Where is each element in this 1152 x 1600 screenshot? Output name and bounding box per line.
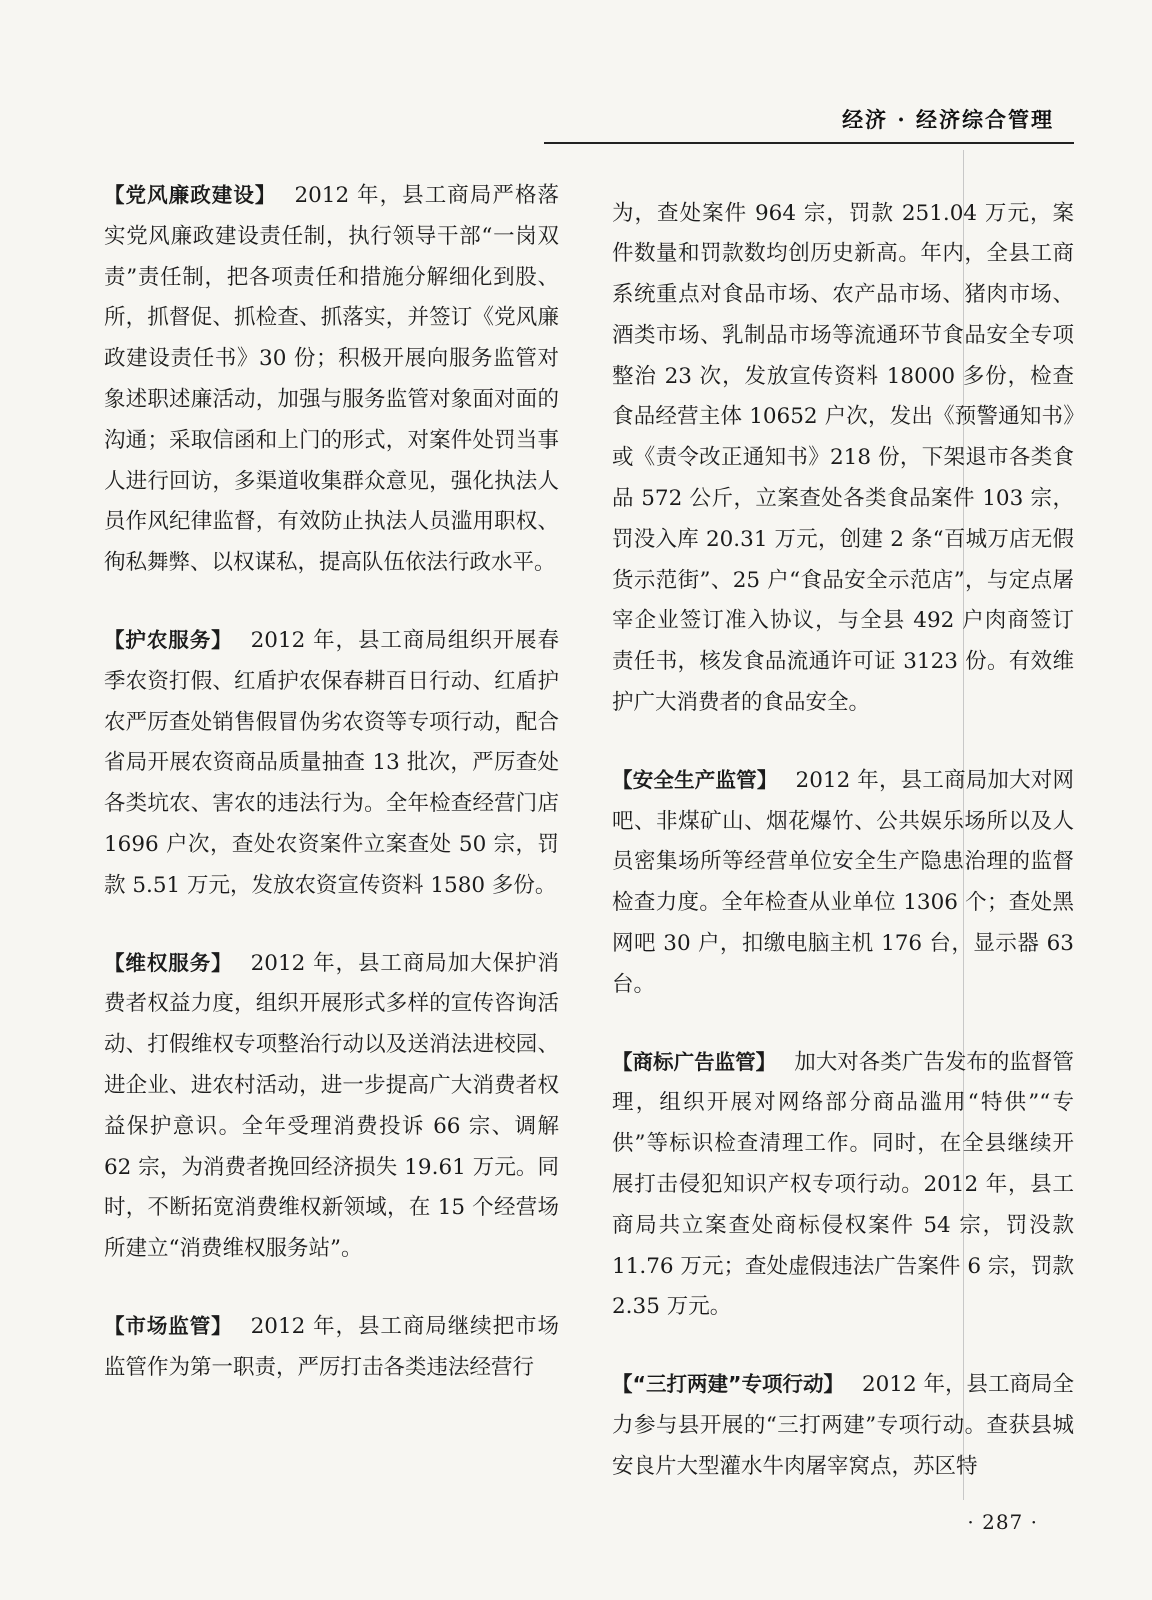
section-heading: 【商标广告监管】 — [612, 1049, 777, 1074]
section-shichang-continued — [612, 194, 1074, 724]
right-column — [612, 172, 1074, 1524]
section-paragraph — [104, 1306, 559, 1389]
section-heading: 【党风廉政建设】 — [104, 183, 277, 207]
header-rule — [544, 142, 1074, 144]
section-heading: 【护农服务】 — [104, 627, 233, 652]
section-paragraph — [612, 1364, 1074, 1487]
section-body: 2012 年，县工商局组织开展春季农资打假、红盾护农保春耕百日行动、红盾护农严厉查处销售假冒伪劣农资等专项行动，配合省局开展农资商品质量抽查 13 批次，严厉查处各类坑农、害农的违法行为。全年检查经营门店 1696 户次，查处农资案件立案查处 50 宗，罚款 5.51 万元，发放农资宣传资料 1580 多份。 — [104, 627, 559, 898]
section-body: 2012 年，县工商局全力参与县开展的“三打两建”专项行动。查获县城安良片大型灌水牛肉屠宰窝点，苏区特 — [612, 1372, 1075, 1479]
section-body-continued: 为，查处案件 964 宗，罚款 251.04 万元，案件数量和罚款数均创历史新高。年内，全县工商系统重点对食品市场、农产品市场、猪肉市场、酒类市场、乳制品市场等流通环节食品安全专项整治 23 次，发放宣传资料 18000 多份，检查食品经营主体 10652 户次，发出《预警通知书》或《责令改正通知书》218 份，下架退市各类食品 572 公斤，立案查处各类食品案件 103 宗，罚没入库 20.31 万元，创建 2 条“百城万店无假货示范街”、25 户“食品安全示范店”，与定点屠宰企业签订准入协议，与全县 492 户肉商签订责任书，核发食品流通许可证 3123 份。有效维护广大消费者的食品安全。 — [612, 200, 1074, 716]
section-paragraph — [612, 760, 1074, 1006]
section-heading: 【维权服务】 — [104, 950, 233, 975]
section-body: 2012 年，县工商局继续把市场监管作为第一职责，严厉打击各类违法经营行 — [104, 1313, 559, 1380]
section-shangbiao — [612, 1042, 1074, 1329]
section-heading: 【“三打两建”专项行动】 — [612, 1372, 844, 1397]
section-paragraph — [104, 620, 559, 907]
running-header-title: 经济 · 经济综合管理 — [842, 107, 1054, 132]
section-shichang — [104, 1306, 559, 1389]
section-body: 2012 年，县工商局严格落实党风廉政建设责任制，执行领导干部“一岗双责”责任制，把各项责任和措施分解细化到股、所，抓督促、抓检查、抓落实，并签订《党风廉政建设责任书》30 份；积极开展向服务监管对象述职述廉活动，加强与服务监管对象面对面的沟通；采取信函和上门的形式，对案件处罚当事人进行回访，多渠道收集群众意见，强化执法人员作风纪律监督，有效防止执法人员滥用职权、徇私舞弊、以权谋私，提高队伍依法行政水平。 — [104, 183, 560, 576]
left-column — [104, 175, 559, 1425]
section-dangfeng — [104, 175, 559, 584]
section-anquan — [612, 760, 1074, 1006]
section-body: 2012 年，县工商局加大对网吧、非煤矿山、烟花爆竹、公共娱乐场所以及人员密集场所等经营单位安全生产隐患治理的监督检查力度。全年检查从业单位 1306 个；查处黑网吧 30 户，扣缴电脑主机 176 台，显示器 63 台。 — [612, 767, 1074, 997]
section-weiquan — [104, 943, 559, 1270]
section-heading: 【安全生产监管】 — [612, 767, 778, 792]
section-paragraph — [104, 175, 559, 584]
section-heading: 【市场监管】 — [104, 1313, 233, 1338]
section-sanda — [612, 1364, 1074, 1487]
page-number: · 287 · — [967, 1510, 1038, 1534]
section-paragraph — [104, 943, 559, 1270]
section-body: 2012 年，县工商局加大保护消费者权益力度，组织开展形式多样的宣传咨询活动、打假维权专项整治行动以及送消法进校园、进企业、进农村活动，进一步提高广大消费者权益保护意识。全年受理消费投诉 66 宗、调解 62 宗，为消费者挽回经济损失 19.61 万元。同时，不断拓宽消费维权新领域，在 15 个经营场所建立“消费维权服务站”。 — [104, 950, 559, 1262]
section-body: 加大对各类广告发布的监督管理，组织开展对网络部分商品滥用“特供”“专供”等标识检查清理工作。同时，在全县继续开展打击侵犯知识产权专项行动。2012 年，县工商局共立案查处商标侵权案件 54 宗，罚没款 11.76 万元；查处虚假违法广告案件 6 宗，罚款 2.35 万元。 — [612, 1049, 1074, 1320]
section-paragraph — [612, 1042, 1074, 1329]
section-hunong — [104, 620, 559, 907]
